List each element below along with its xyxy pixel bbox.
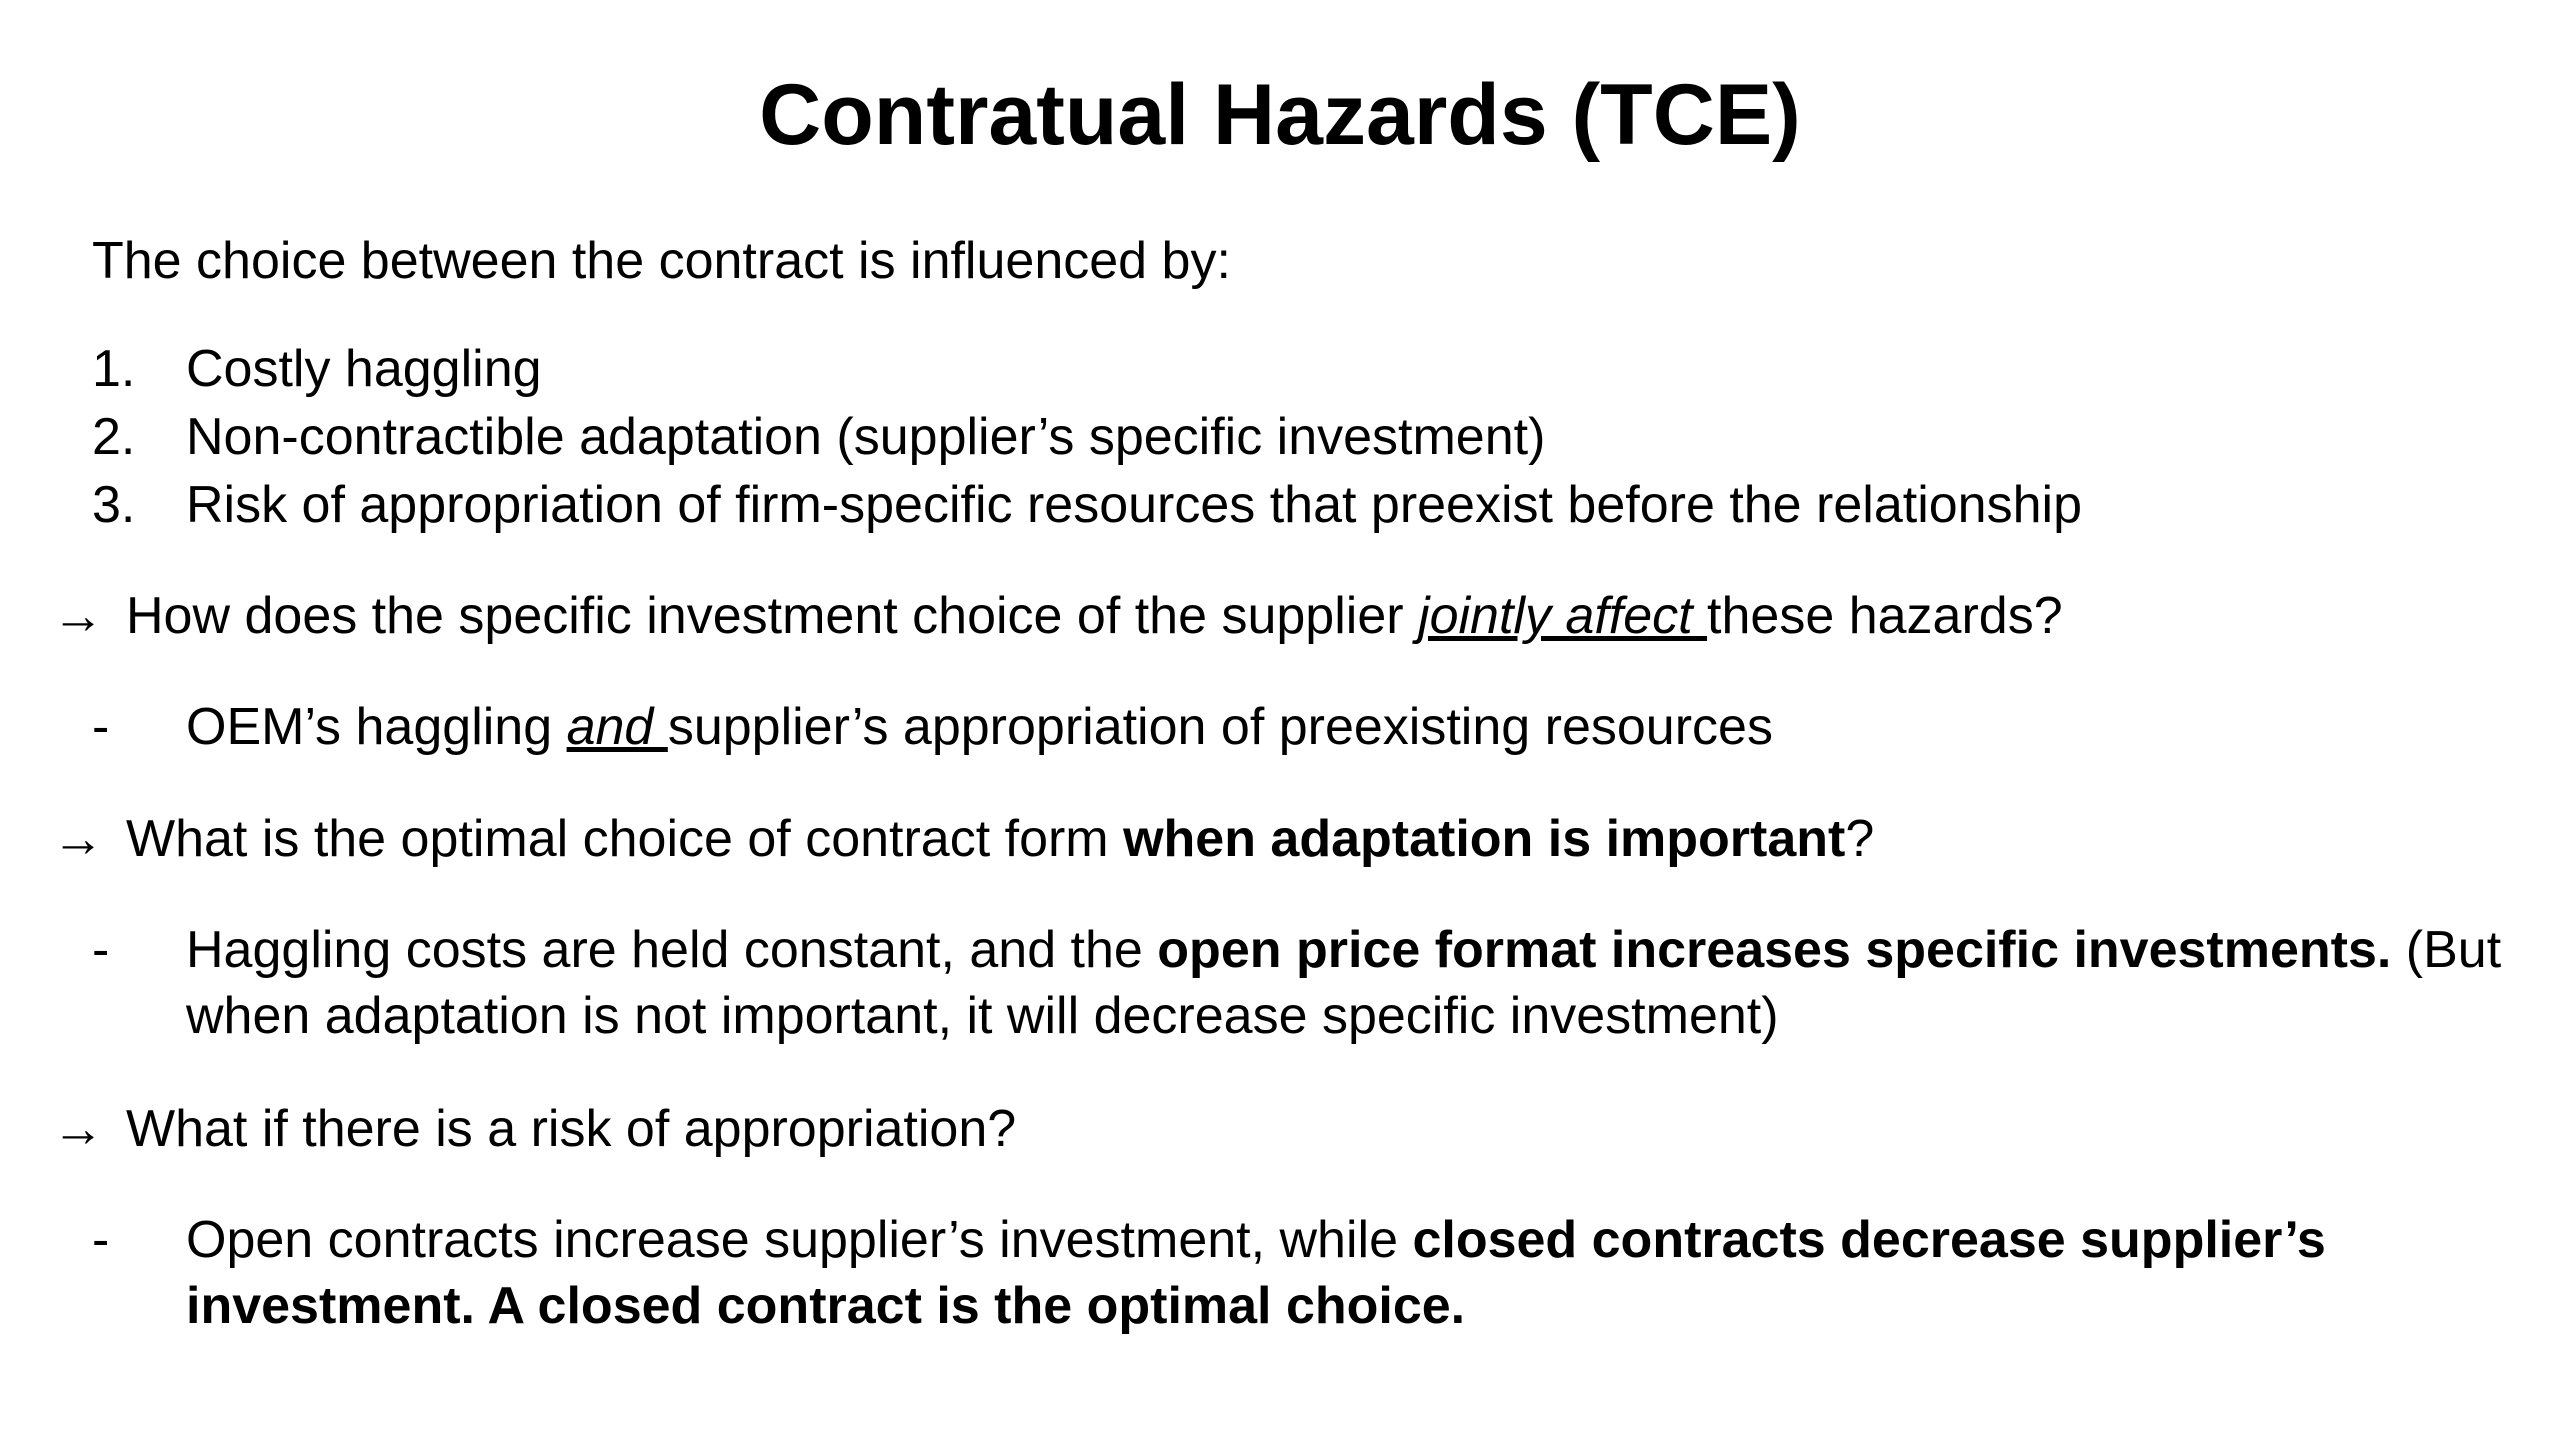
item-number: 2. xyxy=(92,408,136,466)
question-joint-effect xyxy=(52,583,2063,649)
question-emphasis: jointly affect xyxy=(1418,587,1708,645)
right-arrow-icon: → xyxy=(52,1100,104,1158)
slide-title: Contratual Hazards (TCE) xyxy=(759,67,1801,163)
right-arrow-icon: → xyxy=(52,810,104,868)
item-text: Risk of appropriation of firm-specific resources that preexist before the relationship xyxy=(186,476,2082,534)
right-arrow-icon: → xyxy=(52,587,104,645)
answer-body xyxy=(186,694,2546,760)
question-appropriation-risk xyxy=(52,1096,1016,1162)
bullet-dash: - xyxy=(92,698,110,756)
numbered-item-1 xyxy=(92,336,542,402)
question-text-start: How does the specific investment choice of the supplier xyxy=(126,587,1419,645)
question-bold: when adaptation is important xyxy=(1123,810,1846,868)
item-number: 1. xyxy=(92,340,136,398)
question-text-end: ? xyxy=(1845,810,1875,868)
question-text: What if there is a risk of appropriation? xyxy=(126,1100,1017,1158)
answer-bold: open price format increases specific investments. xyxy=(1157,921,2392,979)
question-optimal-contract xyxy=(52,806,1874,872)
answer-text-end: supplier’s appropriation of preexisting resources xyxy=(667,698,1773,756)
item-text: Costly haggling xyxy=(186,340,542,398)
answer-bold: closed contracts decrease supplier’s investment. A closed contract is the optimal choice. xyxy=(186,1211,2326,1335)
answer-body xyxy=(186,917,2546,1049)
answer-text-start: Open contracts increase supplier’s investment, while xyxy=(186,1211,1413,1269)
numbered-item-2 xyxy=(92,404,1545,470)
item-text: Non-contractible adaptation (supplier’s specific investment) xyxy=(186,408,1546,466)
question-text-start: What is the optimal choice of contract form xyxy=(126,810,1124,868)
answer-text-end: (But when adaptation is not important, it will decrease specific investment) xyxy=(186,921,2502,1045)
question-text-end: these hazards? xyxy=(1707,587,2063,645)
answer-text-start: Haggling costs are held constant, and the xyxy=(186,921,1158,979)
intro-text: The choice between the contract is influenced by: xyxy=(92,232,1231,290)
answer-body xyxy=(186,1207,2546,1339)
answer-emphasis: and xyxy=(566,698,668,756)
numbered-item-3 xyxy=(92,472,2082,538)
answer-text-start: OEM’s haggling xyxy=(186,698,567,756)
bullet-dash: - xyxy=(92,921,110,979)
item-number: 3. xyxy=(92,476,136,534)
bullet-dash: - xyxy=(92,1211,110,1269)
